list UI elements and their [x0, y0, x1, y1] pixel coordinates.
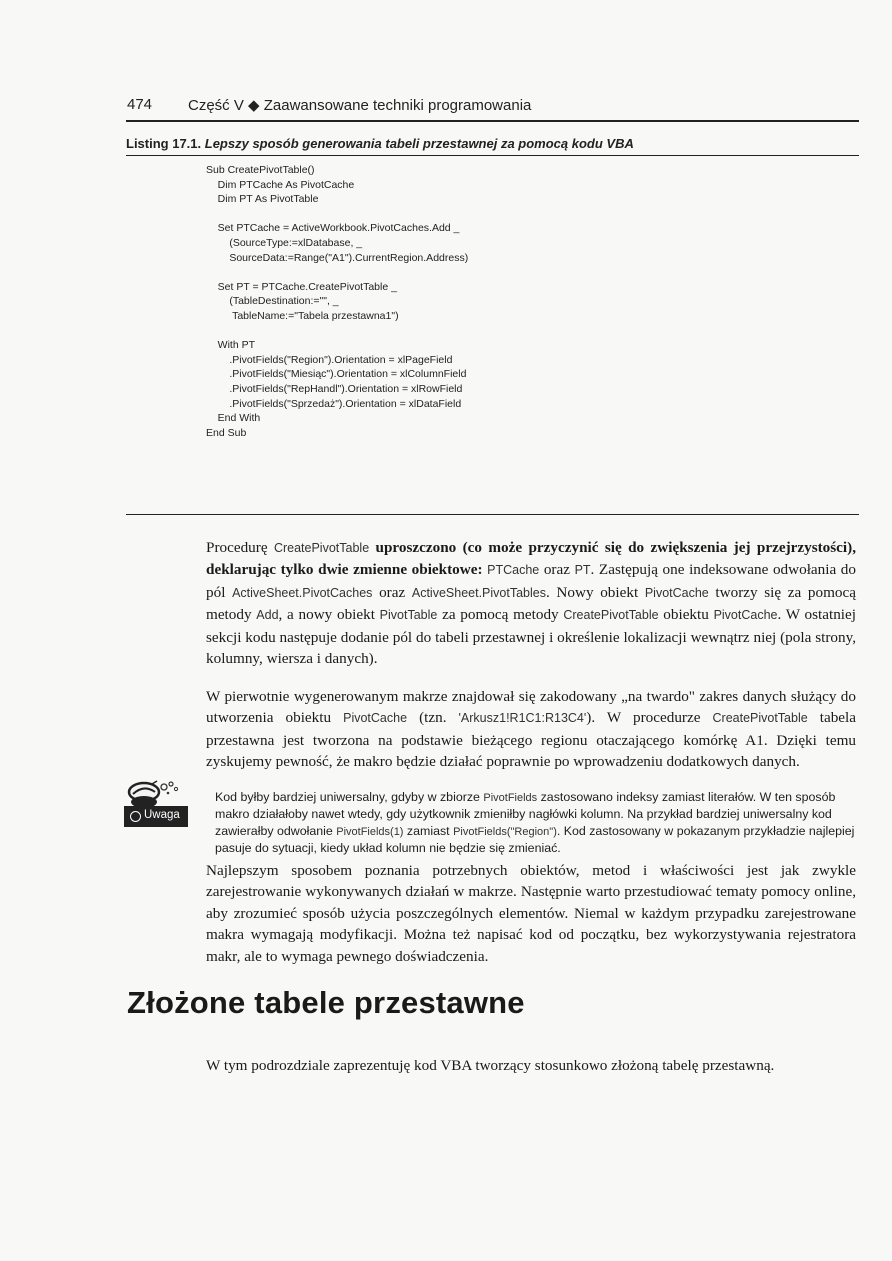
badge-circle-icon	[130, 811, 141, 822]
note-text: Kod byłby bardziej uniwersalny, gdyby w zbiorze PivotFields zastosowano indeksy zamiast literałów. W ten sposób makro działałoby nawet wtedy, gdy użytkownik zmieniłby nagłówki kolumn. Na przykład bardziej uniwersalny kod zawierałby odwołanie PivotFields(1) zamiast PivotFields("Region"). Kod zastosowany w pokazanym przykładzie najlepiej pasuje do sytuacji, kiedy układ kolumn nie będzie się zmieniać.	[215, 790, 855, 856]
listing-label: Listing 17.1.	[126, 136, 202, 151]
section-title: Złożone tabele przestawne	[127, 985, 525, 1020]
code-listing: Sub CreatePivotTable() Dim PTCache As PivotCache Dim PT As PivotTable Set PTCache = ActiveWorkbook.PivotCaches.Add _ (SourceType:=xlDatabase, _ SourceData:=Range("A1").CurrentRegion.Address) Set PT = PTCache.CreatePivotTable _ (TableDestination:="", _ TableName:="Tabela przestawna1") With PT .PivotFields("Region").Orientation = xlPageField .PivotFields("Miesiąc").Orientation = xlColumnField .PivotFields("RepHandl").Orientation = xlRowField .PivotFields("Sprzedaż").Orientation = xlDataField End With End Sub	[206, 164, 469, 439]
paragraph-3: Najlepszym sposobem poznania potrzebnych obiektów, metod i właściwości jest jak zwykle zarejestrowanie wykonywanych działań w makrze. Następnie warto przestudiować tematy pomocy online, aby zrozumieć sposób użycia poszczególnych elementów. Niemal w każdym przypadku zarejestrowane makra wymagają modyfikacji. Można też napisać kod od początku, bez wykorzystywania rejestratora makr, ale to wymaga pewnego doświadczenia.	[206, 862, 856, 965]
listing-caption	[126, 136, 634, 151]
listing-bottom-rule	[126, 514, 859, 515]
listing-caption-text: Lepszy sposób generowania tabeli przestawnej za pomocą kodu VBA	[204, 136, 634, 151]
header-rule	[126, 120, 859, 122]
listing-top-rule	[126, 155, 859, 156]
page-number: 474	[127, 96, 153, 113]
paragraph-1: Procedurę CreatePivotTable uproszczono (co może przyczynić się do zwiększenia jej przejrzystości), deklarując tylko dwie zmienne obiektowe: PTCache oraz PT. Zastępują one indeksowane odwołania do pól ActiveSheet.PivotCaches oraz ActiveSheet.PivotTables. Nowy obiekt PivotCache tworzy się za pomocą metody Add, a nowy obiekt PivotTable za pomocą metody CreatePivotTable obiektu PivotCache. W ostatniej sekcji kodu następuje dodanie pól do tabeli przestawnej i określenie lokalizacji wewnątrz niej (pola strony, kolumny, wiersza i danych).	[206, 539, 856, 668]
note-badge-label: Uwaga	[144, 809, 180, 821]
running-title: Część V ◆ Zaawansowane techniki programowania	[188, 97, 532, 114]
section-intro: W tym podrozdziale zaprezentuję kod VBA tworzący stosunkowo złożoną tabelę przestawną.	[206, 1057, 775, 1074]
paragraph-2: W pierwotnie wygenerowanym makrze znajdował się zakodowany „na twardo" zakres danych służący do utworzenia obiektu PivotCache (tzn. 'Arkusz1!R1C1:R13C4'). W procedurze CreatePivotTable tabela przestawna jest tworzona na podstawie bieżącego regionu otaczającego komórkę A1. Dzięki temu zyskujemy pewność, że makro będzie działać poprawnie po wprowadzeniu dodatkowych danych.	[206, 688, 856, 771]
note-badge	[124, 806, 188, 827]
